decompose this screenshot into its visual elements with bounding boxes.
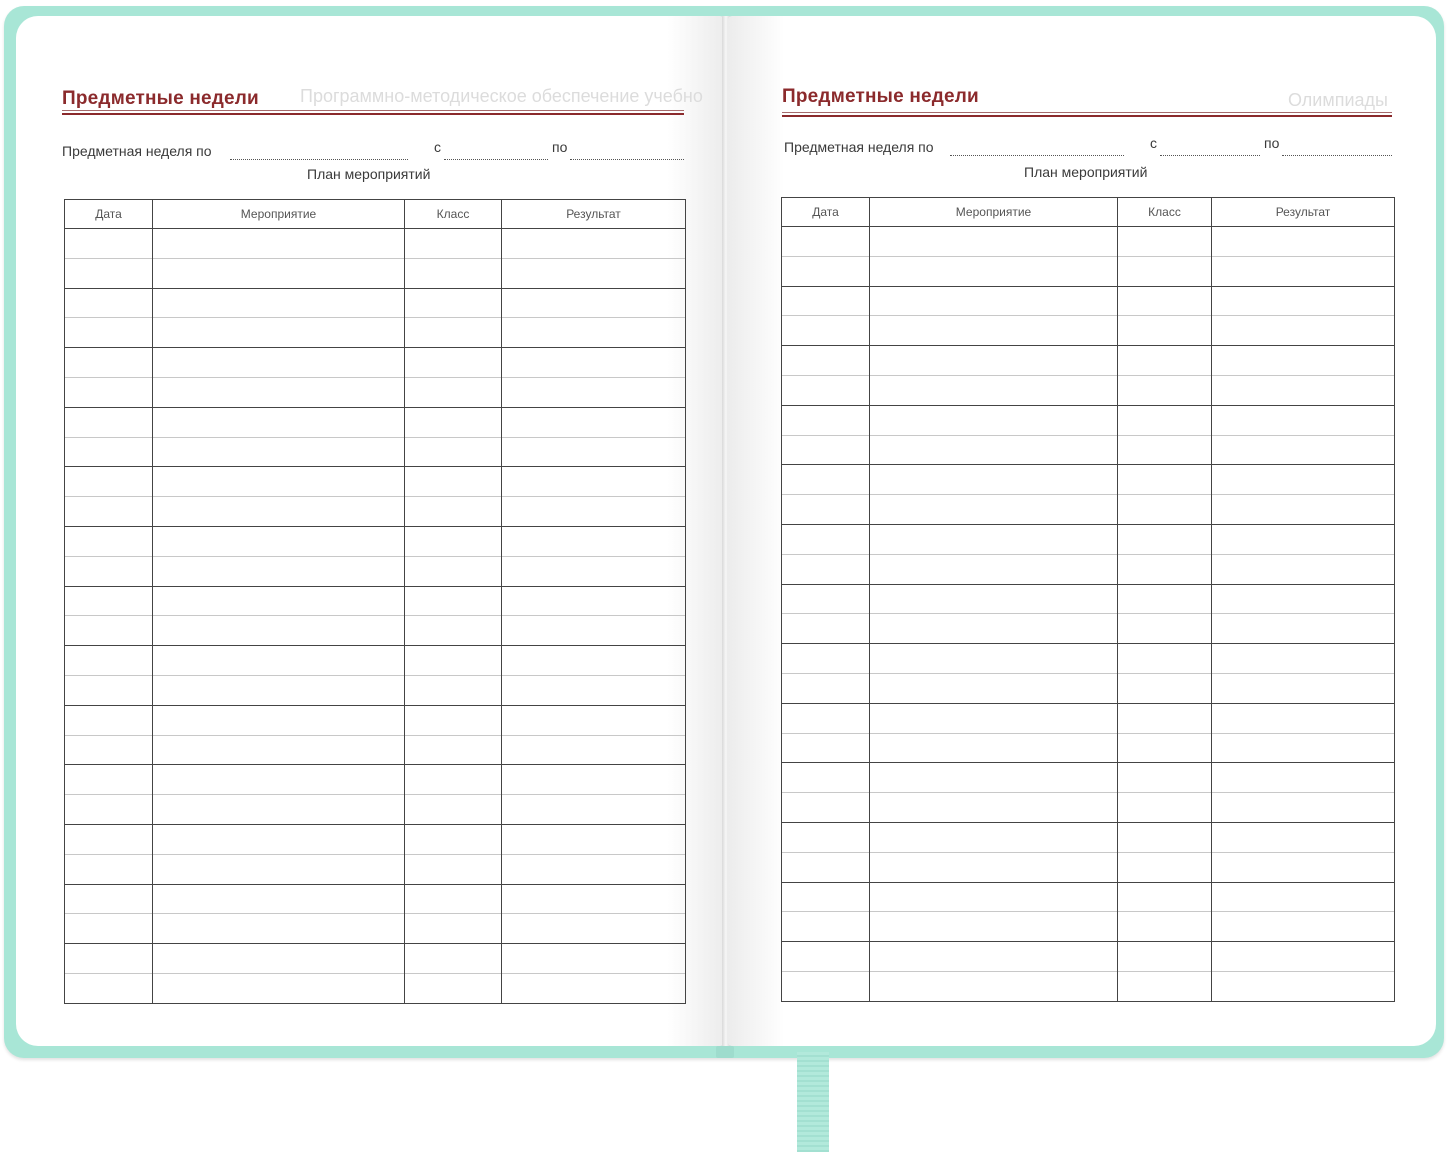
right-table-row (782, 584, 1395, 614)
right-table-row (782, 316, 1395, 346)
right-cell-date[interactable] (782, 554, 870, 584)
right-cell-event[interactable] (870, 554, 1118, 584)
left-col-class: Класс (405, 200, 502, 229)
right-cell-result[interactable] (1212, 346, 1395, 376)
left-cell-class[interactable] (405, 705, 502, 735)
right-cell-event[interactable] (870, 763, 1118, 793)
left-cell-class[interactable] (405, 288, 502, 318)
left-cell-event[interactable] (153, 884, 405, 914)
left-plan-table (64, 199, 686, 1004)
left-cell-event[interactable] (153, 407, 405, 437)
right-cell-result[interactable] (1212, 524, 1395, 554)
left-cell-date[interactable] (65, 229, 153, 259)
right-cell-date[interactable] (782, 852, 870, 882)
right-cell-class[interactable] (1118, 703, 1212, 733)
right-table-row (782, 942, 1395, 972)
right-cell-event[interactable] (870, 495, 1118, 525)
left-cell-class[interactable] (405, 795, 502, 825)
left-cell-date[interactable] (65, 437, 153, 467)
left-cell-result[interactable] (502, 795, 686, 825)
right-cell-date[interactable] (782, 465, 870, 495)
right-cell-event[interactable] (870, 316, 1118, 346)
left-table-row (65, 824, 686, 854)
left-to-label: по (552, 139, 568, 155)
left-to-date-field[interactable] (570, 159, 684, 160)
right-cell-class[interactable] (1118, 614, 1212, 644)
right-cell-class[interactable] (1118, 912, 1212, 942)
left-table-row (65, 675, 686, 705)
right-cell-result[interactable] (1212, 733, 1395, 763)
left-cell-result[interactable] (502, 675, 686, 705)
left-cell-date[interactable] (65, 854, 153, 884)
left-cell-class[interactable] (405, 854, 502, 884)
left-cell-event[interactable] (153, 318, 405, 348)
left-cell-event[interactable] (153, 497, 405, 527)
left-table-row (65, 348, 686, 378)
right-cell-date[interactable] (782, 733, 870, 763)
left-cell-class[interactable] (405, 556, 502, 586)
right-cell-event[interactable] (870, 912, 1118, 942)
left-cell-date[interactable] (65, 467, 153, 497)
left-cell-class[interactable] (405, 735, 502, 765)
right-cell-class[interactable] (1118, 227, 1212, 257)
right-cell-event[interactable] (870, 733, 1118, 763)
left-cell-event[interactable] (153, 735, 405, 765)
right-cell-result[interactable] (1212, 971, 1395, 1001)
left-cell-event[interactable] (153, 973, 405, 1003)
left-cell-date[interactable] (65, 973, 153, 1003)
right-cell-result[interactable] (1212, 316, 1395, 346)
left-cell-class[interactable] (405, 407, 502, 437)
left-cell-result[interactable] (502, 616, 686, 646)
right-cell-event[interactable] (870, 703, 1118, 733)
left-cell-event[interactable] (153, 348, 405, 378)
left-ghost-text: Программно-методическое обеспечение учебно (300, 86, 703, 106)
left-heading-rule-thin (62, 110, 684, 111)
left-cell-event[interactable] (153, 556, 405, 586)
left-cell-date[interactable] (65, 675, 153, 705)
left-cell-class[interactable] (405, 944, 502, 974)
right-cell-result[interactable] (1212, 286, 1395, 316)
left-cell-class[interactable] (405, 973, 502, 1003)
left-cell-result[interactable] (502, 854, 686, 884)
left-cell-event[interactable] (153, 646, 405, 676)
left-cell-date[interactable] (65, 735, 153, 765)
right-cell-result[interactable] (1212, 703, 1395, 733)
left-table-row (65, 616, 686, 646)
left-col-result: Результат (502, 200, 686, 229)
left-week-fields (62, 139, 684, 163)
left-table-row (65, 556, 686, 586)
right-cell-event[interactable] (870, 852, 1118, 882)
left-table-row (65, 646, 686, 676)
left-table-row (65, 377, 686, 407)
right-cell-date[interactable] (782, 614, 870, 644)
left-cell-date[interactable] (65, 586, 153, 616)
left-from-label: с (434, 139, 441, 155)
right-cell-date[interactable] (782, 524, 870, 554)
right-cell-class[interactable] (1118, 942, 1212, 972)
right-cell-class[interactable] (1118, 256, 1212, 286)
right-cell-event[interactable] (870, 673, 1118, 703)
right-page-heading: Предметные недели (782, 86, 979, 107)
right-cell-class[interactable] (1118, 971, 1212, 1001)
right-cell-event[interactable] (870, 346, 1118, 376)
right-cell-result[interactable] (1212, 256, 1395, 286)
left-cell-date[interactable] (65, 765, 153, 795)
left-cell-date[interactable] (65, 258, 153, 288)
right-cell-result[interactable] (1212, 405, 1395, 435)
left-cell-result[interactable] (502, 646, 686, 676)
left-cell-class[interactable] (405, 914, 502, 944)
right-cell-date[interactable] (782, 584, 870, 614)
right-cell-class[interactable] (1118, 733, 1212, 763)
right-cell-event[interactable] (870, 971, 1118, 1001)
left-cell-class[interactable] (405, 765, 502, 795)
right-table-row (782, 227, 1395, 257)
right-cell-date[interactable] (782, 822, 870, 852)
right-cell-class[interactable] (1118, 882, 1212, 912)
right-heading-rule-thick (782, 115, 1392, 117)
left-col-event: Мероприятие (153, 200, 405, 229)
right-to-label: по (1264, 135, 1280, 151)
left-table-row (65, 497, 686, 527)
right-cell-result[interactable] (1212, 465, 1395, 495)
right-cell-date[interactable] (782, 673, 870, 703)
right-table-row (782, 793, 1395, 823)
right-table-row (782, 822, 1395, 852)
right-cell-event[interactable] (870, 435, 1118, 465)
left-cell-class[interactable] (405, 229, 502, 259)
right-cell-class[interactable] (1118, 763, 1212, 793)
left-cell-result[interactable] (502, 348, 686, 378)
right-cell-class[interactable] (1118, 405, 1212, 435)
left-cell-class[interactable] (405, 318, 502, 348)
right-to-date-field[interactable] (1282, 155, 1392, 156)
left-cell-date[interactable] (65, 348, 153, 378)
left-table-row (65, 914, 686, 944)
right-heading-rule-thin (782, 112, 1392, 113)
left-cell-date[interactable] (65, 556, 153, 586)
left-cell-event[interactable] (153, 765, 405, 795)
right-cell-result[interactable] (1212, 942, 1395, 972)
right-table-row (782, 375, 1395, 405)
left-table-row (65, 884, 686, 914)
left-cell-event[interactable] (153, 229, 405, 259)
right-cell-date[interactable] (782, 912, 870, 942)
left-cell-date[interactable] (65, 944, 153, 974)
left-cell-result[interactable] (502, 318, 686, 348)
left-table-row (65, 735, 686, 765)
right-table-row (782, 405, 1395, 435)
left-cell-result[interactable] (502, 735, 686, 765)
left-subject-field[interactable] (230, 159, 408, 160)
right-cell-class[interactable] (1118, 465, 1212, 495)
left-cell-event[interactable] (153, 795, 405, 825)
left-cell-event[interactable] (153, 854, 405, 884)
left-cell-result[interactable] (502, 437, 686, 467)
left-cell-result[interactable] (502, 586, 686, 616)
left-cell-class[interactable] (405, 586, 502, 616)
left-cell-event[interactable] (153, 616, 405, 646)
right-cell-result[interactable] (1212, 763, 1395, 793)
right-table-row (782, 286, 1395, 316)
left-cell-result[interactable] (502, 229, 686, 259)
left-page-heading: Предметные недели (62, 88, 259, 109)
right-cell-event[interactable] (870, 822, 1118, 852)
right-cell-result[interactable] (1212, 495, 1395, 525)
right-cell-result[interactable] (1212, 822, 1395, 852)
left-cell-result[interactable] (502, 944, 686, 974)
left-table-row (65, 318, 686, 348)
left-cell-result[interactable] (502, 556, 686, 586)
left-cell-event[interactable] (153, 675, 405, 705)
left-cell-result[interactable] (502, 288, 686, 318)
left-table-row (65, 258, 686, 288)
left-cell-class[interactable] (405, 437, 502, 467)
right-cell-class[interactable] (1118, 435, 1212, 465)
left-cell-event[interactable] (153, 944, 405, 974)
left-cell-event[interactable] (153, 526, 405, 556)
right-week-label: Предметная неделя по (784, 139, 934, 155)
right-cell-result[interactable] (1212, 912, 1395, 942)
left-table-row (65, 586, 686, 616)
right-cell-class[interactable] (1118, 495, 1212, 525)
right-cell-date[interactable] (782, 286, 870, 316)
right-cell-result[interactable] (1212, 673, 1395, 703)
left-cell-result[interactable] (502, 824, 686, 854)
left-cell-result[interactable] (502, 884, 686, 914)
left-cell-class[interactable] (405, 675, 502, 705)
right-from-label: с (1150, 135, 1157, 151)
right-table-row (782, 733, 1395, 763)
left-cell-result[interactable] (502, 258, 686, 288)
left-cell-date[interactable] (65, 884, 153, 914)
left-cell-class[interactable] (405, 646, 502, 676)
left-plan-title: План мероприятий (307, 166, 431, 182)
right-table-row (782, 256, 1395, 286)
right-cell-result[interactable] (1212, 614, 1395, 644)
left-cell-date[interactable] (65, 914, 153, 944)
left-cell-date[interactable] (65, 526, 153, 556)
right-cell-class[interactable] (1118, 316, 1212, 346)
left-cell-result[interactable] (502, 526, 686, 556)
left-cell-date[interactable] (65, 646, 153, 676)
right-table-row (782, 644, 1395, 674)
right-cell-date[interactable] (782, 405, 870, 435)
right-cell-event[interactable] (870, 524, 1118, 554)
left-cell-date[interactable] (65, 616, 153, 646)
left-cell-date[interactable] (65, 705, 153, 735)
right-cell-class[interactable] (1118, 822, 1212, 852)
right-table-row (782, 971, 1395, 1001)
right-from-date-field[interactable] (1160, 155, 1260, 156)
left-cell-date[interactable] (65, 824, 153, 854)
left-cell-result[interactable] (502, 914, 686, 944)
right-cell-class[interactable] (1118, 346, 1212, 376)
right-table-row (782, 882, 1395, 912)
left-table-row (65, 437, 686, 467)
right-plan-table (781, 197, 1395, 1002)
right-cell-date[interactable] (782, 793, 870, 823)
right-col-event: Мероприятие (870, 198, 1118, 227)
right-cell-class[interactable] (1118, 852, 1212, 882)
right-table-row (782, 852, 1395, 882)
right-cell-class[interactable] (1118, 644, 1212, 674)
left-cell-date[interactable] (65, 318, 153, 348)
right-cell-class[interactable] (1118, 375, 1212, 405)
left-cell-date[interactable] (65, 795, 153, 825)
right-cell-result[interactable] (1212, 375, 1395, 405)
right-ghost-text: Олимпиады (1288, 90, 1388, 110)
left-cell-class[interactable] (405, 884, 502, 914)
right-cell-result[interactable] (1212, 852, 1395, 882)
left-table-row (65, 973, 686, 1003)
left-cell-event[interactable] (153, 467, 405, 497)
right-table-row (782, 435, 1395, 465)
left-cell-event[interactable] (153, 288, 405, 318)
right-col-date: Дата (782, 198, 870, 227)
left-cell-event[interactable] (153, 258, 405, 288)
right-cell-date[interactable] (782, 435, 870, 465)
left-table-row (65, 705, 686, 735)
left-cell-result[interactable] (502, 407, 686, 437)
right-cell-event[interactable] (870, 793, 1118, 823)
left-cell-class[interactable] (405, 526, 502, 556)
left-cell-date[interactable] (65, 288, 153, 318)
right-cell-class[interactable] (1118, 286, 1212, 316)
right-cell-date[interactable] (782, 971, 870, 1001)
left-cell-event[interactable] (153, 824, 405, 854)
left-cell-class[interactable] (405, 497, 502, 527)
right-cell-event[interactable] (870, 465, 1118, 495)
right-cell-result[interactable] (1212, 644, 1395, 674)
left-table-row (65, 854, 686, 884)
right-cell-event[interactable] (870, 256, 1118, 286)
right-cell-class[interactable] (1118, 793, 1212, 823)
left-table-row (65, 795, 686, 825)
right-cell-class[interactable] (1118, 673, 1212, 703)
right-cell-class[interactable] (1118, 554, 1212, 584)
right-cell-result[interactable] (1212, 227, 1395, 257)
right-cell-date[interactable] (782, 256, 870, 286)
left-cell-event[interactable] (153, 437, 405, 467)
right-cell-date[interactable] (782, 644, 870, 674)
left-cell-date[interactable] (65, 497, 153, 527)
left-cell-result[interactable] (502, 377, 686, 407)
left-cell-class[interactable] (405, 377, 502, 407)
left-cell-class[interactable] (405, 348, 502, 378)
left-table-row (65, 467, 686, 497)
left-cell-event[interactable] (153, 705, 405, 735)
right-cell-date[interactable] (782, 942, 870, 972)
left-cell-result[interactable] (502, 497, 686, 527)
bookmark-ribbon-base (716, 1046, 734, 1058)
right-cell-event[interactable] (870, 882, 1118, 912)
right-cell-event[interactable] (870, 375, 1118, 405)
right-cell-result[interactable] (1212, 882, 1395, 912)
right-cell-date[interactable] (782, 346, 870, 376)
right-cell-event[interactable] (870, 614, 1118, 644)
right-cell-result[interactable] (1212, 584, 1395, 614)
right-subject-field[interactable] (950, 155, 1124, 156)
left-table-row (65, 229, 686, 259)
right-cell-date[interactable] (782, 703, 870, 733)
bookmark-ribbon[interactable] (797, 1052, 829, 1152)
right-table-row (782, 346, 1395, 376)
left-cell-result[interactable] (502, 973, 686, 1003)
left-from-date-field[interactable] (444, 159, 548, 160)
right-week-fields (784, 135, 1392, 159)
left-table-row (65, 526, 686, 556)
right-cell-class[interactable] (1118, 584, 1212, 614)
left-cell-event[interactable] (153, 586, 405, 616)
right-cell-event[interactable] (870, 227, 1118, 257)
right-cell-event[interactable] (870, 584, 1118, 614)
left-table-row (65, 407, 686, 437)
right-plan-title: План мероприятий (1024, 164, 1148, 180)
left-cell-class[interactable] (405, 258, 502, 288)
left-cell-date[interactable] (65, 407, 153, 437)
right-col-result: Результат (1212, 198, 1395, 227)
left-col-date: Дата (65, 200, 153, 229)
right-table-row (782, 703, 1395, 733)
left-cell-event[interactable] (153, 914, 405, 944)
left-cell-result[interactable] (502, 765, 686, 795)
right-cell-date[interactable] (782, 227, 870, 257)
left-table-row (65, 944, 686, 974)
right-cell-class[interactable] (1118, 524, 1212, 554)
right-cell-date[interactable] (782, 882, 870, 912)
right-cell-event[interactable] (870, 942, 1118, 972)
right-table-row (782, 673, 1395, 703)
right-cell-result[interactable] (1212, 554, 1395, 584)
right-cell-result[interactable] (1212, 793, 1395, 823)
left-heading-rule-thick (62, 113, 684, 115)
left-table-row (65, 288, 686, 318)
right-table-row (782, 495, 1395, 525)
right-table-row (782, 524, 1395, 554)
right-table-row (782, 763, 1395, 793)
right-cell-date[interactable] (782, 375, 870, 405)
left-week-label: Предметная неделя по (62, 143, 212, 159)
right-cell-date[interactable] (782, 316, 870, 346)
right-cell-event[interactable] (870, 286, 1118, 316)
left-cell-event[interactable] (153, 377, 405, 407)
left-cell-date[interactable] (65, 377, 153, 407)
right-cell-date[interactable] (782, 763, 870, 793)
left-cell-result[interactable] (502, 467, 686, 497)
left-cell-class[interactable] (405, 467, 502, 497)
left-table-row (65, 765, 686, 795)
right-cell-event[interactable] (870, 644, 1118, 674)
right-cell-result[interactable] (1212, 435, 1395, 465)
left-cell-result[interactable] (502, 705, 686, 735)
right-cell-event[interactable] (870, 405, 1118, 435)
right-table-row (782, 465, 1395, 495)
right-table-row (782, 614, 1395, 644)
right-col-class: Класс (1118, 198, 1212, 227)
right-table-row (782, 912, 1395, 942)
left-cell-class[interactable] (405, 824, 502, 854)
right-cell-date[interactable] (782, 495, 870, 525)
left-cell-class[interactable] (405, 616, 502, 646)
right-table-row (782, 554, 1395, 584)
